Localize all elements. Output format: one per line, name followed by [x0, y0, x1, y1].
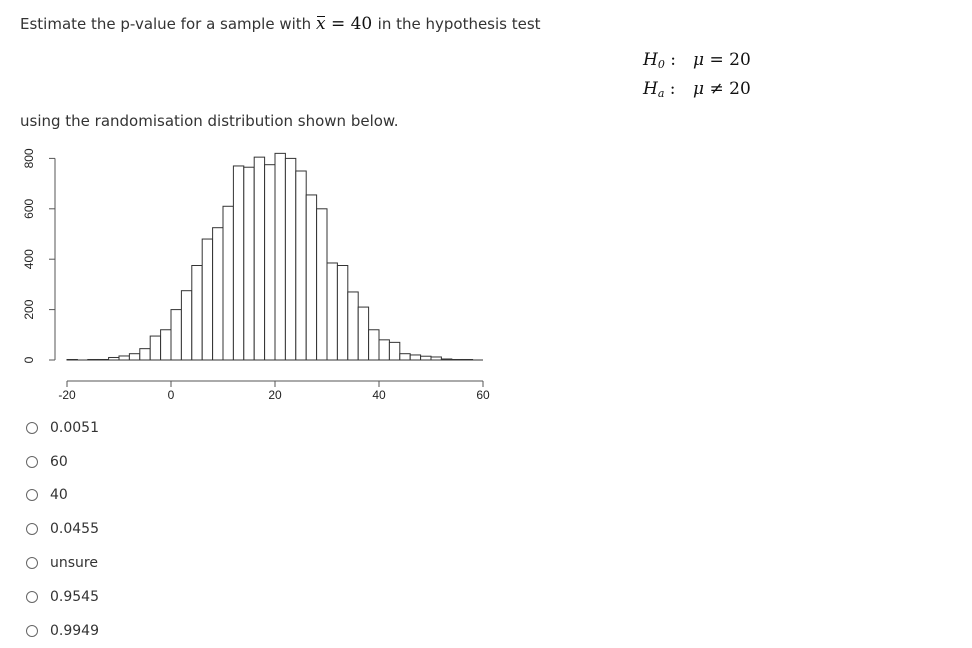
sample-mean-expression: [316, 14, 378, 34]
answer-options: [26, 411, 99, 648]
x-tick-label: 20: [268, 388, 282, 402]
option-label: 0.0051: [50, 419, 99, 436]
histogram-bar: [202, 239, 212, 360]
x-tick-label: -20: [58, 388, 76, 402]
y-tick-label: 0: [22, 356, 36, 364]
radio-button[interactable]: [26, 591, 38, 603]
histogram-bar: [181, 291, 191, 360]
x-tick-label: 40: [372, 388, 386, 402]
x-tick-label: 60: [476, 388, 490, 402]
histogram-bar: [348, 292, 358, 360]
y-tick-label: 200: [22, 299, 36, 320]
histogram-bar: [119, 356, 129, 360]
answer-option[interactable]: [26, 546, 99, 580]
hypothesis-param: μ: [693, 50, 705, 70]
equals-sign: =: [330, 14, 346, 34]
histogram-bar: [67, 359, 77, 360]
hypothesis-subscript: a: [657, 87, 665, 100]
radio-button[interactable]: [26, 489, 38, 501]
histogram-bar: [317, 209, 327, 360]
radio-button[interactable]: [26, 625, 38, 637]
hypothesis-relation: ≠: [709, 79, 724, 99]
answer-option[interactable]: [26, 614, 99, 648]
histogram-bar: [244, 167, 254, 360]
histogram-bar: [88, 359, 98, 360]
hypothesis-symbol: H: [643, 50, 658, 70]
histogram-bar: [358, 307, 368, 360]
question-suffix: in the hypothesis test: [377, 15, 541, 33]
histogram-bar: [223, 206, 233, 360]
x-tick-label: 0: [167, 388, 175, 402]
hypothesis-subscript: 0: [657, 58, 665, 71]
question-prefix: Estimate the p-value for a sample with: [20, 15, 312, 33]
histogram-bar: [150, 336, 160, 360]
randomisation-histogram: [0, 140, 500, 405]
histogram-bar: [379, 340, 389, 360]
y-tick-label: 600: [22, 198, 36, 219]
option-label: 0.9949: [50, 622, 99, 639]
histogram-bar: [98, 359, 108, 360]
histogram-bar: [171, 310, 181, 360]
histogram-bar: [462, 359, 472, 360]
histogram-bar: [296, 171, 306, 360]
histogram-bar: [441, 359, 451, 360]
hypothesis-symbol: H: [643, 79, 658, 99]
answer-option[interactable]: [26, 512, 99, 546]
hypothesis-relation: =: [709, 50, 724, 70]
answer-option[interactable]: [26, 411, 99, 445]
option-label: 0.9545: [50, 588, 99, 605]
hypothesis-colon: :: [669, 79, 676, 99]
histogram-bar: [109, 357, 119, 360]
hypothesis-value: 20: [729, 79, 751, 99]
option-label: 60: [50, 453, 68, 470]
option-label: 40: [50, 487, 68, 504]
histogram-bar: [129, 354, 139, 360]
histogram-bar: [192, 266, 202, 361]
histogram-bar: [400, 354, 410, 360]
histogram-bar: [410, 355, 420, 360]
histogram-bar: [233, 166, 243, 360]
histogram-bar: [452, 359, 462, 360]
histogram-bar: [337, 266, 347, 361]
y-tick-label: 400: [22, 249, 36, 270]
null-hypothesis: [643, 48, 751, 77]
hypothesis-colon: :: [670, 50, 676, 70]
histogram-bar: [389, 342, 399, 360]
answer-option[interactable]: [26, 445, 99, 479]
histogram-bar: [161, 330, 171, 360]
option-label: 0.0455: [50, 521, 99, 538]
radio-button[interactable]: [26, 456, 38, 468]
histogram-bar: [265, 165, 275, 360]
histogram-bar: [431, 357, 441, 360]
histogram-bar: [327, 263, 337, 360]
alternative-hypothesis: [643, 77, 751, 106]
hypothesis-param: μ: [693, 79, 705, 99]
histogram-bar: [140, 349, 150, 360]
question-text: [20, 14, 541, 34]
histogram-bar: [369, 330, 379, 360]
y-tick-label: 800: [22, 148, 36, 169]
radio-button[interactable]: [26, 422, 38, 434]
radio-button[interactable]: [26, 523, 38, 535]
answer-option[interactable]: [26, 479, 99, 513]
histogram-bar: [213, 228, 223, 360]
option-label: unsure: [50, 555, 98, 572]
hypothesis-value: 20: [729, 50, 751, 70]
radio-button[interactable]: [26, 557, 38, 569]
histogram-bar: [421, 356, 431, 360]
histogram-bar: [285, 158, 295, 360]
histogram-bar: [254, 157, 264, 360]
sample-mean-value: 40: [350, 14, 373, 34]
question-continuation: using the randomisation distribution shown below.: [20, 112, 399, 130]
histogram-bar: [306, 195, 316, 360]
hypotheses-block: [643, 48, 751, 106]
histogram-bar: [275, 153, 285, 360]
xbar-symbol: x: [315, 14, 326, 34]
answer-option[interactable]: [26, 580, 99, 614]
